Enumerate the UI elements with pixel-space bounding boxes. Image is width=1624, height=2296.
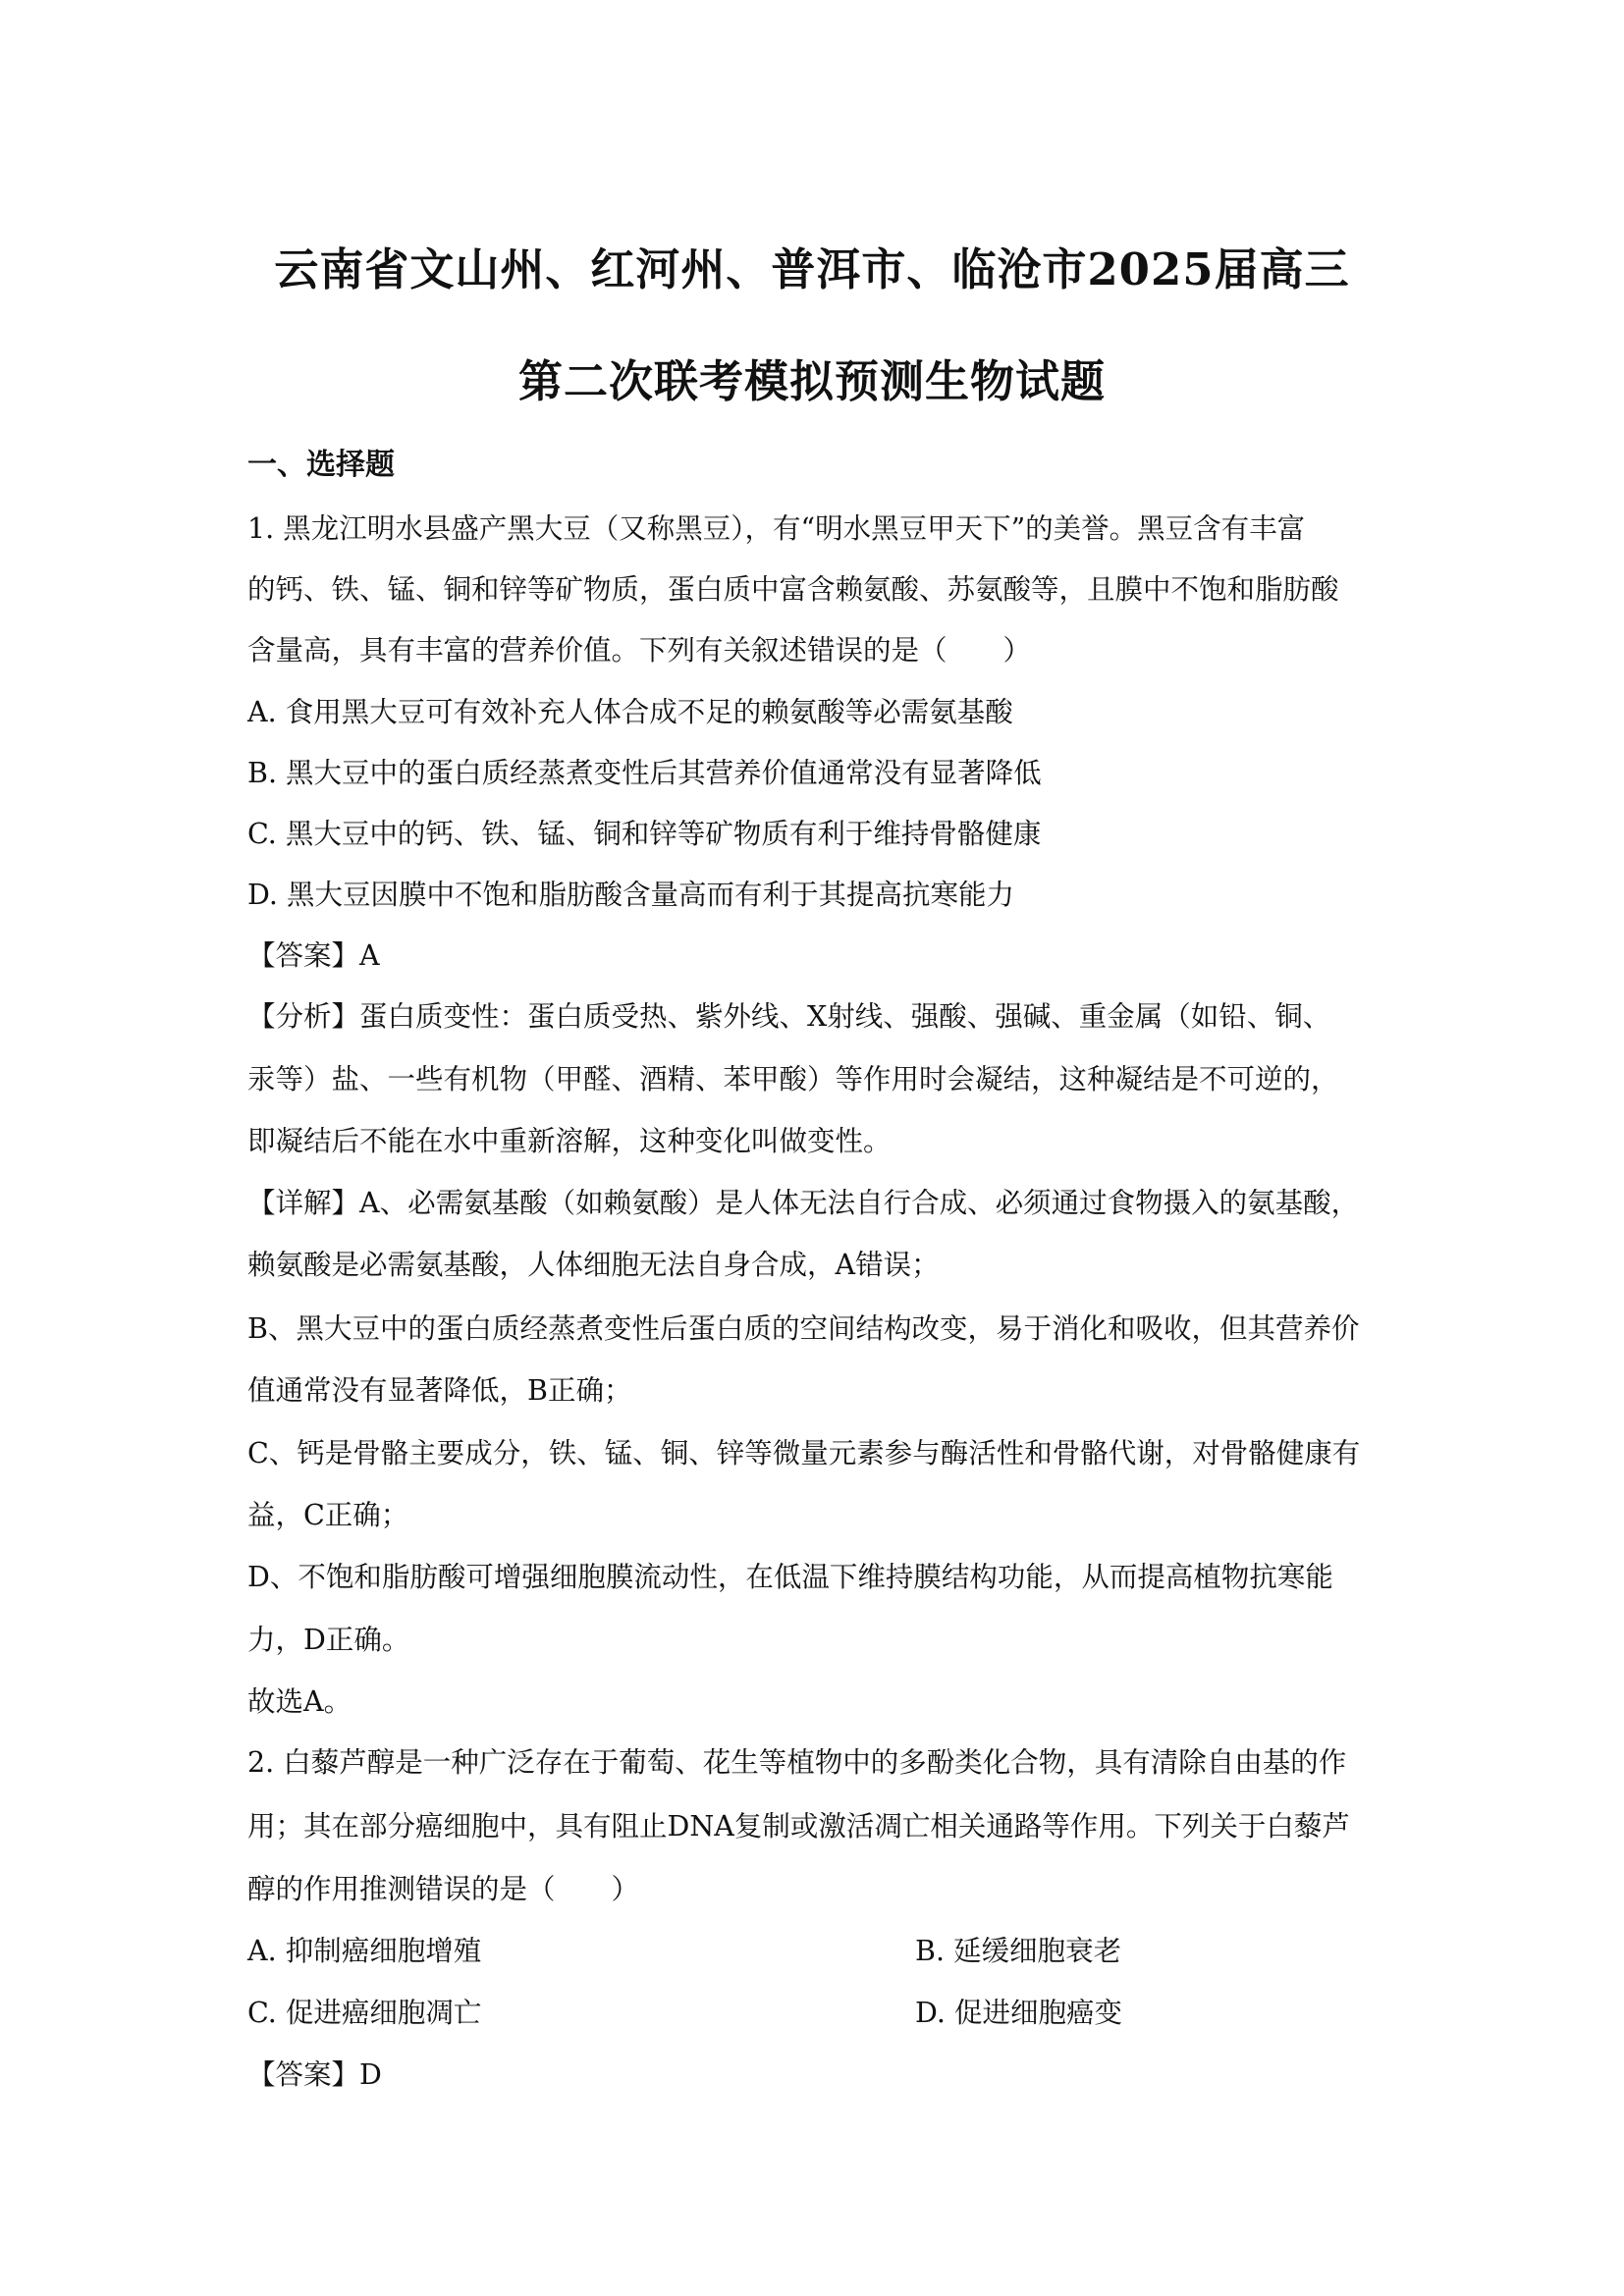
q1-option-c: C. 黑大豆中的钙、铁、锰、铜和锌等矿物质有利于维持骨骼健康 [247,818,1042,850]
section-heading: 一、选择题 [247,448,395,482]
q1-detail-line-2: 赖氨酸是必需氨基酸，人体细胞无法自身合成，A错误； [247,1249,940,1281]
q2-answer: 【答案】D [247,2058,382,2091]
document-title-line-1: 云南省文山州、红河州、普洱市、临沧市2025届高三 [274,243,1350,295]
q2-option-b: B. 延缓细胞衰老 [915,1935,1122,1967]
q2-option-a: A. 抑制癌细胞增殖 [247,1935,482,1967]
q2-option-d: D. 促进细胞癌变 [915,1997,1122,2029]
q2-option-c: C. 促进癌细胞凋亡 [247,1997,482,2029]
q1-answer: 【答案】A [247,939,380,972]
q1-option-a: A. 食用黑大豆可有效补充人体合成不足的赖氨酸等必需氨基酸 [247,696,1013,728]
q1-stem-line-1: 1. 黑龙江明水县盛产黑大豆（又称黑豆），有“明水黑豆甲天下”的美誉。黑豆含有丰富 [247,512,1306,545]
q1-analysis-line-2: 汞等）盐、一些有机物（甲醛、酒精、苯甲酸）等作用时会凝结，这种凝结是不可逆的， [247,1063,1339,1095]
q1-detail-line-8: 力，D正确。 [247,1624,410,1656]
q1-analysis-line-3: 即凝结后不能在水中重新溶解，这种变化叫做变性。 [247,1125,892,1157]
q1-detail-line-5: C、钙是骨骼主要成分，铁、锰、铜、锌等微量元素参与酶活性和骨骼代谢，对骨骼健康有 [247,1437,1361,1469]
q2-stem-line-3: 醇的作用推测错误的是（ ） [247,1873,640,1905]
q1-stem-line-3: 含量高，具有丰富的营养价值。下列有关叙述错误的是（ ） [247,634,1032,667]
q1-detail-line-4: 值通常没有显著降低，B正确； [247,1374,632,1407]
document-title-line-2: 第二次联考模拟预测生物试题 [517,355,1106,407]
q2-stem-line-2: 用；其在部分癌细胞中，具有阻止DNA复制或激活凋亡相关通路等作用。下列关于白藜芦 [247,1810,1350,1842]
q1-stem-line-2: 的钙、铁、锰、铜和锌等矿物质，蛋白质中富含赖氨酸、苏氨酸等，且膜中不饱和脂肪酸 [247,573,1339,606]
q1-analysis-line-1: 【分析】蛋白质变性：蛋白质受热、紫外线、X射线、强酸、强碱、重金属（如铅、铜、 [247,1000,1331,1033]
q2-stem-line-1: 2. 白藜芦醇是一种广泛存在于葡萄、花生等植物中的多酚类化合物，具有清除自由基的作 [247,1746,1347,1779]
q1-detail-line-9: 故选A。 [247,1685,352,1718]
q1-option-d: D. 黑大豆因膜中不饱和脂肪酸含量高而有利于其提高抗寒能力 [247,879,1014,911]
q1-detail-line-1: 【详解】A、必需氨基酸（如赖氨酸）是人体无法自行合成、必须通过食物摄入的氨基酸， [247,1187,1360,1219]
q1-option-b: B. 黑大豆中的蛋白质经蒸煮变性后其营养价值通常没有显著降低 [247,757,1042,789]
q1-detail-line-6: 益，C正确； [247,1499,409,1531]
q1-detail-line-3: B、黑大豆中的蛋白质经蒸煮变性后蛋白质的空间结构改变，易于消化和吸收，但其营养价 [247,1312,1360,1345]
q1-detail-line-7: D、不饱和脂肪酸可增强细胞膜流动性，在低温下维持膜结构功能，从而提高植物抗寒能 [247,1561,1333,1593]
